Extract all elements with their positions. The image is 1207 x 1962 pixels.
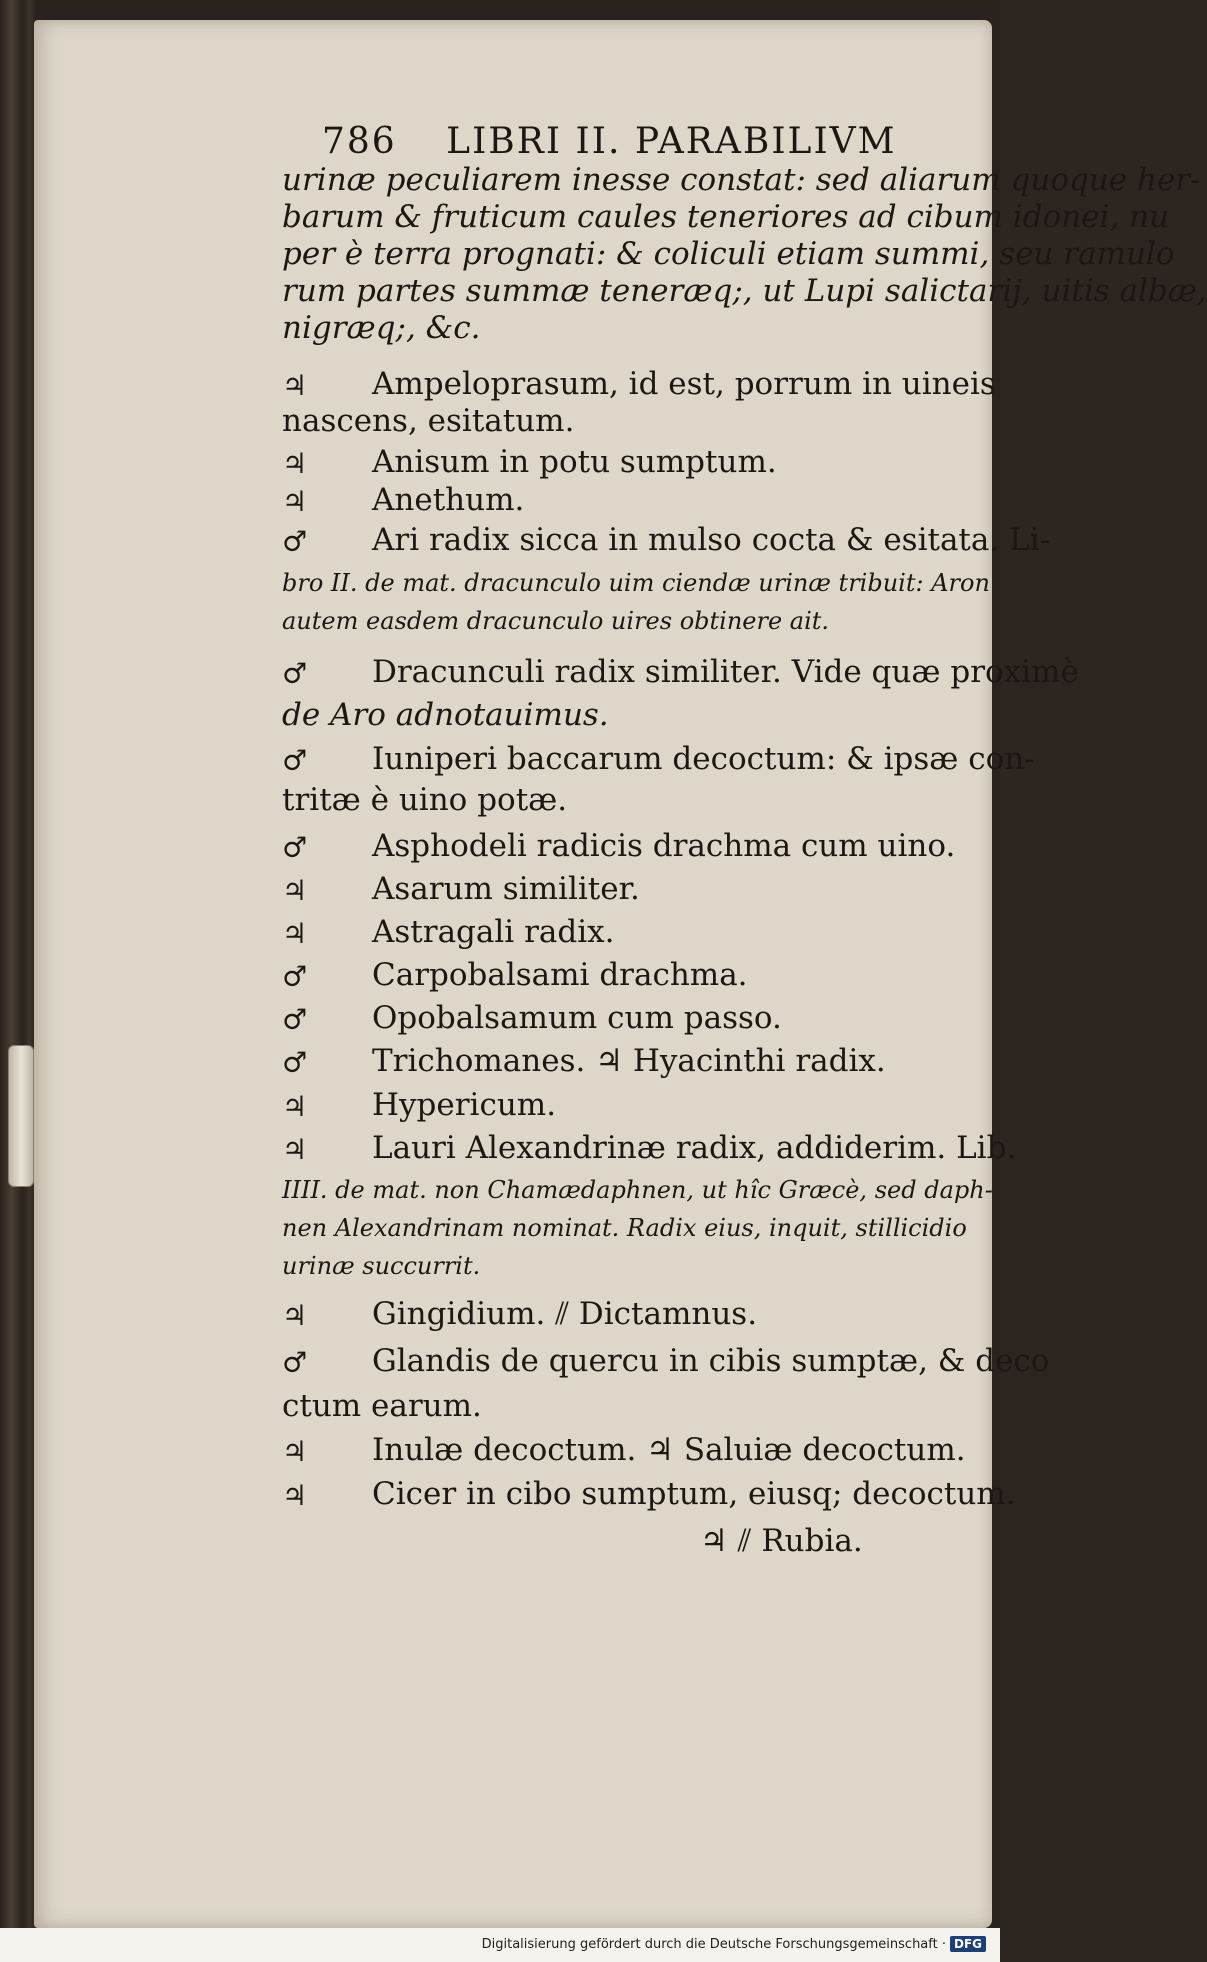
herb-entry: ♃ Hypericum. [282,1087,557,1123]
text-line: IIII. de mat. non Chamædaphnen, ut hîc Græcè, sed daph- [282,1176,993,1204]
digitization-credit: Digitalisierung gefördert durch die Deutsche Forschungsgemeinschaft · DFG [482,1936,986,1952]
text-line: rum partes summæ teneræq;, ut Lupi salictarij, uitis albæ, [282,273,1207,309]
text-line: urinæ succurrit. [282,1252,481,1280]
herb-symbol-icon: ♃ [282,917,308,950]
herb-symbol-icon: ♃ [282,1435,308,1468]
text-line: urinæ peculiarem inesse constat: sed aliarum quoque her- [282,162,1201,198]
herb-symbol-icon: ♂ [282,1346,308,1379]
herb-symbol-icon: ♂ [282,1046,308,1079]
text-line: nen Alexandrinam nominat. Radix eius, inquit, stillicidio [282,1214,967,1242]
text-line: autem easdem dracunculo uires obtinere ait. [282,607,830,635]
herb-symbol-icon: ♂ [282,657,308,690]
herb-symbol-icon: ♃ [282,447,308,480]
text-line: per è terra prognati: & coliculi etiam summi, seu ramulo [282,236,1175,272]
page-number: 786 [322,121,397,162]
herb-symbol-icon: ♃ [282,874,308,907]
text-line: de Aro adnotauimus. [282,697,609,733]
herb-symbol-icon: ♃ [282,1299,308,1332]
running-header [322,121,897,162]
herb-entry: ♃ Anethum. [282,482,525,518]
herb-entry: ♂ Asphodeli radicis drachma cum uino. [282,828,956,864]
text-line: tritæ è uino potæ. [282,782,568,818]
herb-symbol-icon: ♂ [282,1003,308,1036]
running-title: LIBRI II. PARABILIVM [446,121,897,162]
herb-entry: ♂ Trichomanes. ♃ Hyacinthi radix. [282,1043,886,1079]
book-clasp [8,1045,34,1187]
herb-symbol-icon: ♃ [282,369,308,402]
herb-symbol-icon: ♃ [282,1479,308,1512]
herb-entry: ♃ Gingidium. ⫽ Dictamnus. [282,1296,758,1332]
herb-entry: ♂ Carpobalsami drachma. [282,957,748,993]
text-line: ctum earum. [282,1388,482,1424]
herb-symbol-icon: ♂ [282,525,308,558]
herb-symbol-icon: ♃ [282,1090,308,1123]
herb-symbol-icon: ♂ [282,960,308,993]
dfg-logo: DFG [950,1936,986,1952]
herb-entry: ♃ Anisum in potu sumptum. [282,444,777,480]
text-line: bro II. de mat. dracunculo uim ciendæ urinæ tribuit: Aron [282,569,990,597]
text-line: nigræq;, &c. [282,310,481,346]
herb-entry: ♃ Astragali radix. [282,914,615,950]
herb-entry: ♃ Lauri Alexandrinæ radix, addiderim. Lib. [282,1130,1017,1166]
herb-symbol-icon: ♂ [282,831,308,864]
herb-entry: ♃ Ampeloprasum, id est, porrum in uineis [282,366,996,402]
herb-entry: ♂ Opobalsamum cum passo. [282,1000,782,1036]
text-line: nascens, esitatum. [282,403,575,439]
text-line: barum & fruticum caules teneriores ad cibum idonei, nu [282,199,1170,235]
herb-entry: ♂ Dracunculi radix similiter. Vide quæ proximè [282,654,1079,690]
herb-entry: ♂ Iuniperi baccarum decoctum: & ipsæ con- [282,741,1035,777]
herb-entry: ♃ Inulæ decoctum. ♃ Saluiæ decoctum. [282,1432,966,1468]
herb-entry: ♂ Glandis de quercu in cibis sumptæ, & deco [282,1343,1050,1379]
herb-symbol-icon: ♃ [282,1133,308,1166]
herb-symbol-icon: ♃ [282,485,308,518]
herb-symbol-icon: ♂ [282,744,308,777]
herb-entry: ♃ Asarum similiter. [282,871,640,907]
herb-entry: ♂ Ari radix sicca in mulso cocta & esitata. Li- [282,522,1051,558]
herb-entry: ♃ Cicer in cibo sumptum, eiusq; decoctum. [282,1476,1016,1512]
text-line: ♃ ⫽ Rubia. [700,1523,863,1559]
